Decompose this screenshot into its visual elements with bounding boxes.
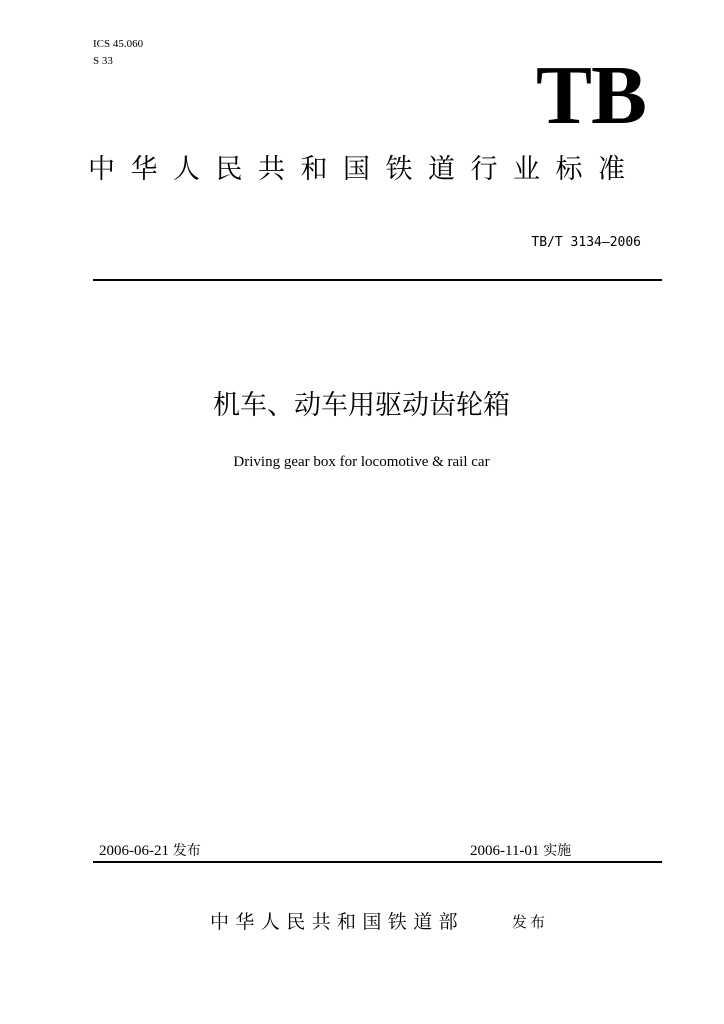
title-english: Driving gear box for locomotive & rail car xyxy=(233,454,490,470)
implementation-date-line xyxy=(470,842,571,860)
standard-number: TB/T 3134—2006 xyxy=(531,235,641,250)
issue-date-line xyxy=(99,842,201,860)
ccs-code: S 33 xyxy=(93,55,113,67)
issuing-authority: 中华人民共和国铁道部 xyxy=(210,911,465,933)
issue-date: 2006-06-21 xyxy=(99,843,169,859)
issue-word: 发布 xyxy=(512,913,549,931)
ics-code: ICS 45.060 xyxy=(93,38,144,50)
title-chinese: 机车、动车用驱动齿轮箱 xyxy=(213,390,510,421)
implementation-label: 实施 xyxy=(543,843,572,859)
top-divider xyxy=(93,279,662,281)
issue-label: 发布 xyxy=(172,843,201,859)
tb-logo: TB xyxy=(535,49,646,142)
implementation-date: 2006-11-01 xyxy=(470,843,540,859)
bottom-divider xyxy=(93,861,662,863)
standard-category: 中华人民共和国铁道行业标准 xyxy=(88,154,641,185)
